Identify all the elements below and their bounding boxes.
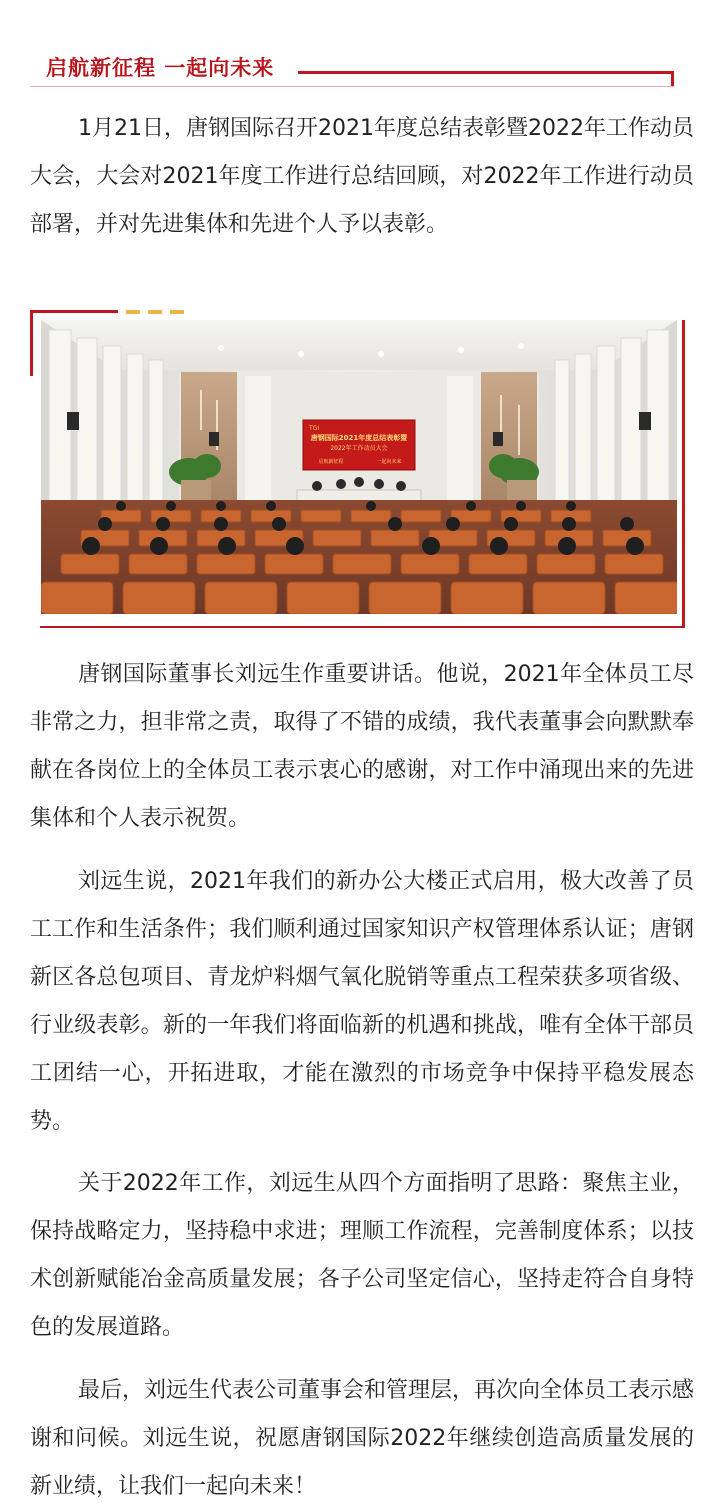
paragraph-intro: 1月21日，唐钢国际召开2021年度总结表彰暨2022年工作动员大会，大会对2021年度工作进行总结回顾，对2022年工作进行动员部署，并对先进集体和先进个人予以表彰。 [30, 116, 694, 237]
frame-corner-bottom [40, 626, 685, 628]
photo-frame [30, 308, 686, 630]
screen-slogan-left: 启航新征程 [318, 459, 344, 465]
frame-corner-right [682, 320, 685, 628]
header-baseline [30, 86, 674, 87]
paragraph-closing: 最后，刘远生代表公司董事会和管理层，再次向全体员工表示感谢和问候。刘远生说，祝愿唐钢国际2022年继续创造高质量发展的新业绩，让我们一起向未来！ [30, 1378, 695, 1499]
screen-logo: TGI [309, 425, 320, 432]
screen-title: 唐钢国际2021年度总结表彰暨 [310, 434, 408, 442]
header-rule-tick [671, 71, 674, 87]
paragraph-chairman-speech: 唐钢国际董事长刘远生作重要讲话。他说，2021年全体员工尽非常之力，担非常之责，取得了不错的成绩，我代表董事会向默默奉献在各岗位上的全体员工表示衷心的感谢，对工作中涌现出来的先进集体和个人表示祝贺。 [30, 662, 694, 831]
frame-dash [148, 310, 162, 314]
section-title: 启航新征程 一起向未来 [46, 56, 275, 80]
screen-slogan-right: 一起向未来 [376, 459, 402, 465]
frame-corner-top [30, 310, 118, 313]
frame-dash [170, 310, 184, 314]
frame-dash [126, 310, 140, 314]
screen-subtitle: 2022年工作动员大会 [330, 445, 388, 452]
paragraph-2022-plan: 关于2022年工作，刘远生从四个方面指明了思路：聚焦主业，保持战略定力，坚持稳中求进；理顺工作流程，完善制度体系；以技术创新赋能冶金高质量发展；各子公司坚定信心，坚持走符合自身特色的发展道路。 [30, 1171, 694, 1340]
frame-corner-left [30, 310, 33, 376]
paragraph-achievements: 刘远生说，2021年我们的新办公大楼正式启用，极大改善了员工工作和生活条件；我们顺利通过国家知识产权管理体系认证；唐钢新区各总包项目、青龙炉料烟气氧化脱销等重点工程荣获多项省级、行业级表彰。新的一年我们将面临新的机遇和挑战，唯有全体干部员工团结一心，开拓进取，才能在激烈的市场竞争中保持平稳发展态势。 [30, 869, 694, 1134]
section-header [0, 0, 720, 100]
header-rule [298, 71, 672, 74]
meeting-hall-photo [41, 320, 677, 614]
